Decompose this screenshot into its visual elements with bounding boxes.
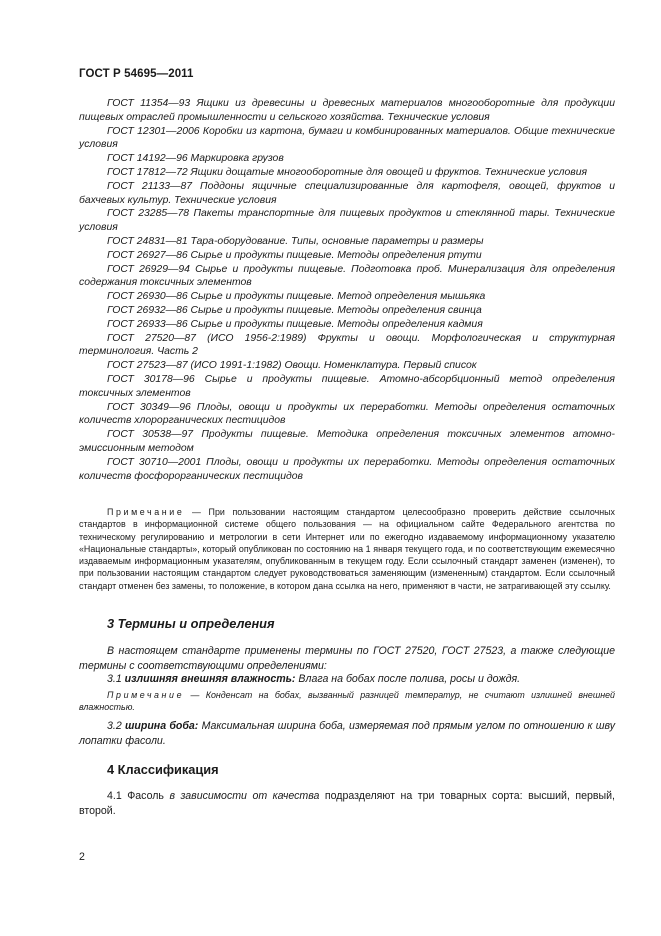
reference-item: ГОСТ 26930—86 Сырье и продукты пищевые. Метод определения мышьяка (107, 291, 486, 303)
normative-references (79, 97, 615, 483)
paragraph-4-1 (79, 789, 615, 818)
reference-item: ГОСТ 12301—2006 Коробки из картона, бумаги и комбинированных материалов. Общие технические условия (79, 125, 615, 151)
section-3-intro: В настоящем стандарте применены термины по ГОСТ 27520, ГОСТ 27523, а также следующие термины с соответствующими определениями: (79, 645, 615, 672)
term-number: 3.1 (107, 673, 125, 685)
note-text: — При пользовании настоящим стандартом целесообразно проверить действие ссылочных стандартов в информационной системе общего пользования — на официальном сайте Федерального агентства по техническому регулированию и метрологии в сети Интернет или по ежегодно издаваемому информационному указателю «Национальные стандарты», который опубликован по состоянию на 1 января текущего года, и по соответствующим ежемесячно издаваемым информационным указателям, опубликованным в текущем году. Если ссылочный стандарт заменен (изменен), то при пользовании настоящим стандартом следует руководствоваться заменяющим (измененным) стандартом. Если ссылочный стандарт отменен без замены, то положение, в котором дана ссылка на него, применяют в части, не затрагивающей эту ссылку. (79, 507, 615, 591)
document-header: ГОСТ Р 54695—2011 (79, 68, 194, 80)
reference-item: ГОСТ 24831—81 Тара-оборудование. Типы, основные параметры и размеры (107, 235, 484, 247)
reference-item: ГОСТ 30538—97 Продукты пищевые. Методика определения токсичных элементов атомно-эмиссионным методом (79, 429, 615, 454)
term-name: излишняя внешняя влажность: (124, 673, 296, 685)
reference-item: ГОСТ 26932—86 Сырье и продукты пищевые. Методы определения свинца (107, 304, 482, 316)
term-definition: Влага на бобах после полива, росы и дождя. (295, 673, 521, 685)
reference-item: ГОСТ 26927—86 Сырье и продукты пищевые. Методы определения ртути (107, 249, 482, 261)
paragraph-text-end: подразделяют на три товарных сорта: высший, первый, второй. (79, 790, 616, 817)
paragraph-text-start: Фасоль (127, 790, 170, 802)
reference-item: ГОСТ 30178—96 Сырье и продукты пищевые. Атомно-абсорбционный метод определения токсичных элементов (79, 373, 615, 399)
note-label: Примечание (107, 507, 185, 517)
note-text: — Конденсат на бобах, вызванный разницей температур, не считают излишней внешней влажностью. (79, 690, 615, 713)
section-3-title: 3 Термины и определения (107, 616, 275, 631)
reference-item: ГОСТ 27520—87 (ИСО 1956-2:1989) Фрукты и овощи. Морфологическая и структурная терминология. Часть 2 (79, 332, 615, 358)
reference-item: ГОСТ 14192—96 Маркировка грузов (107, 153, 284, 165)
page-number: 2 (79, 851, 85, 863)
reference-item: ГОСТ 21133—87 Поддоны ящичные специализированные для картофеля, овощей, фруктов и бахчевых культур. Технические условия (79, 180, 615, 206)
term-3-2 (79, 719, 615, 748)
term-definition: Максимальная ширина боба, измеряемая под прямым углом по отношению к шву лопатки фасоли. (79, 720, 615, 747)
reference-item: ГОСТ 23285—78 Пакеты транспортные для пищевых продуктов и стеклянной тары. Технические условия (79, 208, 615, 234)
section-4-title: 4 Классификация (107, 762, 219, 777)
reference-item: ГОСТ 11354—93 Ящики из древесины и древесных материалов многооборотные для продукции пищевых отраслей промышленности и сельского хозяйства. Технические условия (79, 98, 615, 123)
term-note (79, 689, 615, 714)
reference-item: ГОСТ 26933—86 Сырье и продукты пищевые. Методы определения кадмия (107, 318, 483, 330)
reference-item: ГОСТ 26929—94 Сырье и продукты пищевые. Подготовка проб. Минерализация для определения содержания токсичных элементов (79, 263, 615, 289)
term-number: 3.2 (107, 720, 125, 732)
references-note (79, 506, 615, 592)
term-3-1 (107, 672, 615, 687)
term-name: ширина боба: (124, 720, 199, 732)
paragraph-number: 4.1 (107, 790, 128, 802)
note-label: Примечание (107, 690, 185, 700)
paragraph-emphasis: в зависимости от качества (169, 790, 320, 802)
reference-item: ГОСТ 30349—96 Плоды, овощи и продукты их переработки. Методы определения остаточных количеств хлорорганических пестицидов (79, 401, 615, 427)
reference-item: ГОСТ 17812—72 Ящики дощатые многооборотные для овощей и фруктов. Технические условия (107, 166, 588, 178)
reference-item: ГОСТ 30710—2001 Плоды, овощи и продукты их переработки. Методы определения остаточных количеств фосфорорганических пестицидов (79, 456, 615, 482)
reference-item: ГОСТ 27523—87 (ИСО 1991-1:1982) Овощи. Номенклатура. Первый список (107, 360, 477, 372)
